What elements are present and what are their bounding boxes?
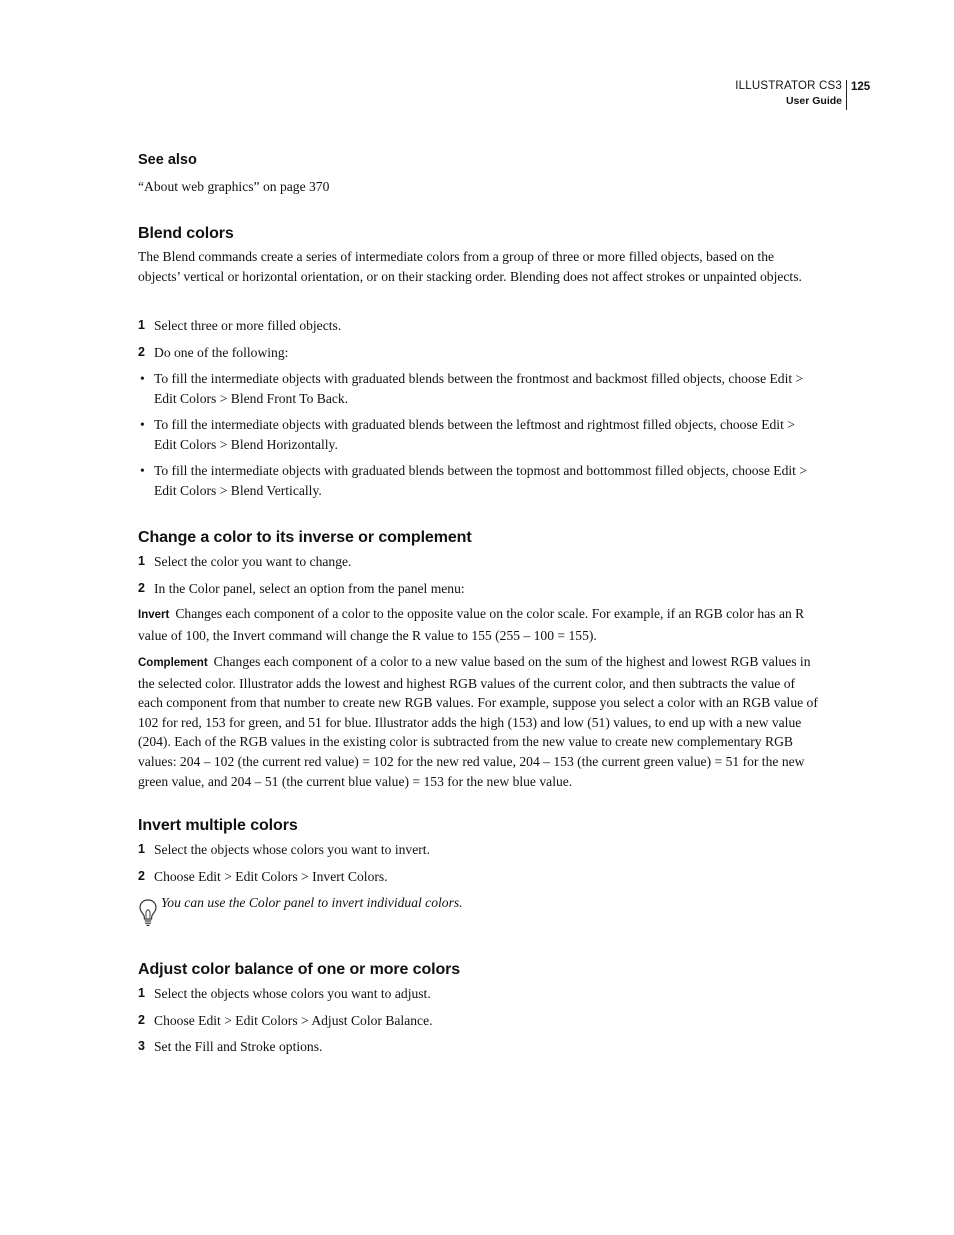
complement-definition	[138, 652, 818, 791]
step-text: Select the objects whose colors you want to adjust.	[154, 986, 431, 1001]
step-text: In the Color panel, select an option from the panel menu:	[154, 581, 465, 596]
blend-colors-heading: Blend colors	[138, 225, 234, 242]
blend-bullet-front-to-back	[138, 369, 818, 408]
header-guide: User Guide	[785, 95, 842, 107]
term-invert: Invert	[138, 609, 170, 621]
bullet-dot: •	[140, 371, 145, 386]
page-number: 125	[851, 81, 871, 93]
bullet-dot: •	[140, 463, 145, 478]
step-text: Select the color you want to change.	[154, 554, 352, 569]
step-number: 3	[138, 1039, 145, 1053]
step-text: Choose Edit > Edit Colors > Invert Colors.	[154, 869, 388, 884]
blend-colors-intro: The Blend commands create a series of intermediate colors from a group of three or more filled objects, based on the objects’ vertical or horizontal orientation, or on their stacking order. Blending does not affect strokes or unpainted objects.	[138, 249, 802, 284]
blend-bullet-horizontally	[138, 415, 818, 454]
term-complement: Complement	[138, 657, 208, 669]
complement-description: Changes each component of a color to a new value based on the sum of the highest and lowest RGB values in the selected color. Illustrator adds the lowest and highest RGB values of the current color, and then subtracts the value of each component from that number to create new RGB values. For example, suppose you select a color with an RGB value of 102 for red, 153 for green, and 51 for blue. Illustrator adds the high (153) and low (51) values, to end up with a new value (204). Each of the RGB values in the existing color is subtracted from the new value to create new complementary RGB values: 204 – 102 (the current red value) = 102 for the new red value, 204 – 153 (the current green value) = 51 for the new green value, and 204 – 51 (the current blue value) = 153 for the new blue value.	[138, 654, 818, 789]
step-number: 2	[138, 1013, 145, 1027]
invert-description: Changes each component of a color to the opposite value on the color scale. For example, if an RGB color has an R value of 100, the Invert command will change the R value to 155 (255 – 100 = 155).	[138, 606, 805, 643]
tip-text: You can use the Color panel to invert individual colors.	[161, 895, 463, 910]
step-text: Set the Fill and Stroke options.	[154, 1039, 323, 1054]
bullet-text: To fill the intermediate objects with graduated blends between the frontmost and backmost filled objects, choose Edit > Edit Colors > Blend Front To Back.	[154, 371, 804, 406]
step-number: 1	[138, 986, 145, 1000]
invert-definition	[138, 604, 818, 645]
blend-bullet-vertically	[138, 461, 818, 500]
adjust-balance-heading: Adjust color balance of one or more colors	[138, 961, 461, 978]
see-also-heading: See also	[138, 152, 197, 168]
header-rule	[846, 80, 847, 110]
bullet-dot: •	[140, 417, 145, 432]
step-number: 2	[138, 345, 145, 359]
header-product: ILLUSTRATOR CS3	[735, 80, 842, 92]
bullet-text: To fill the intermediate objects with graduated blends between the leftmost and rightmost filled objects, choose Edit > Edit Colors > Blend Horizontally.	[154, 417, 795, 452]
step-number: 2	[138, 869, 145, 883]
step-text: Choose Edit > Edit Colors > Adjust Color Balance.	[154, 1013, 433, 1028]
lightbulb-icon	[138, 898, 158, 928]
see-also-link[interactable]: “About web graphics” on page 370	[138, 179, 330, 194]
step-text: Select three or more filled objects.	[154, 318, 342, 333]
running-header	[735, 79, 842, 109]
step-number: 1	[138, 554, 145, 568]
step-number: 2	[138, 581, 145, 595]
step-text: Do one of the following:	[154, 345, 289, 360]
bullet-text: To fill the intermediate objects with graduated blends between the topmost and bottommost filled objects, choose Edit > Edit Colors > Blend Vertically.	[154, 463, 808, 498]
step-number: 1	[138, 318, 145, 332]
step-number: 1	[138, 842, 145, 856]
invert-multiple-heading: Invert multiple colors	[138, 817, 298, 834]
step-text: Select the objects whose colors you want to invert.	[154, 842, 430, 857]
inverse-heading: Change a color to its inverse or complement	[138, 529, 472, 546]
